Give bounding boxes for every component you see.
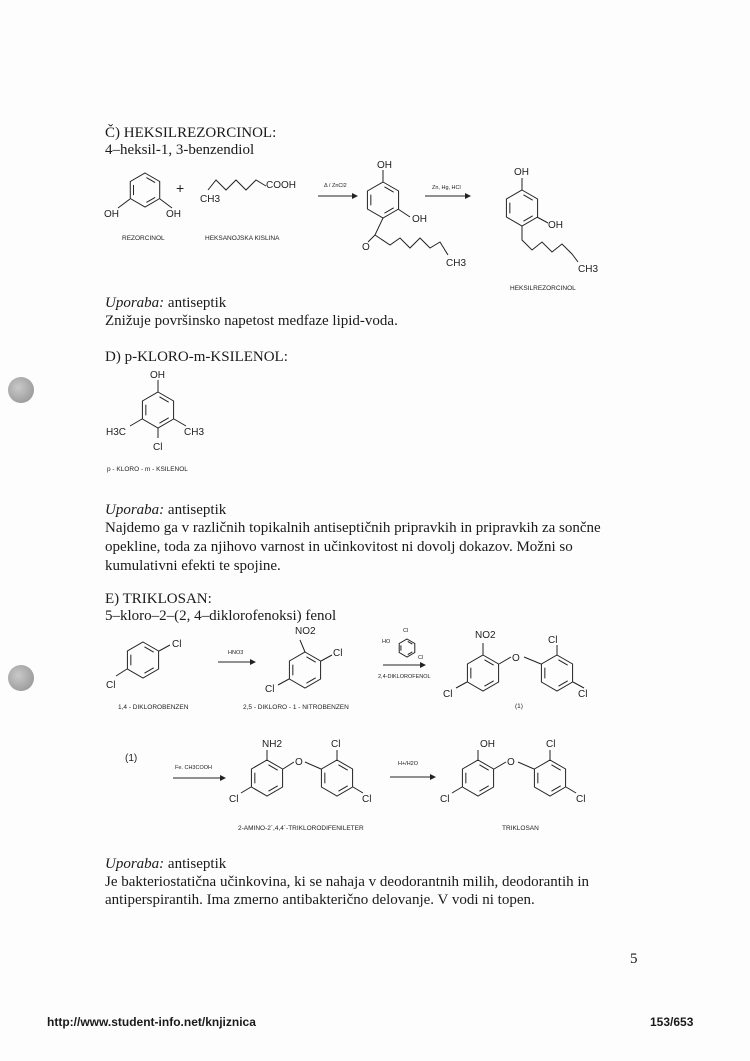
compound-label: (1) <box>515 703 523 710</box>
nitrobenzene-structure <box>243 626 349 711</box>
cl-label: Cl <box>576 794 586 805</box>
hexanoic-acid-structure <box>200 180 296 242</box>
benzene-ring <box>127 642 158 678</box>
product-label: HEKSILREZORCINOL <box>510 285 576 292</box>
benzene-ring <box>467 655 498 691</box>
intermediate-structure <box>362 160 466 269</box>
cl-label: Cl <box>331 739 341 750</box>
cl-label: Cl <box>362 794 372 805</box>
section-d-title: D) p-KLORO-m-KSILENOL: <box>105 349 288 365</box>
reactant-label: REZORCINOL <box>122 235 165 242</box>
cl-label: Cl <box>546 739 556 750</box>
ch3-label: CH3 <box>200 194 221 205</box>
cl-label: Cl <box>106 680 116 691</box>
cl-label: Cl <box>153 442 163 453</box>
use-value: antiseptik <box>167 295 227 311</box>
cl-label: Cl <box>333 648 343 659</box>
intermediate-1-structure <box>443 630 587 710</box>
section-c-description: Znižuje površinsko napetost medfaze lipid-voda. <box>105 313 398 329</box>
benzene-ring <box>289 652 320 688</box>
compound-label: p - KLORO - m - KSILENOL <box>107 466 188 473</box>
use-label: Uporaba: <box>105 502 165 518</box>
pcmx-structure <box>106 370 204 473</box>
o-label: O <box>295 757 303 768</box>
compound-label: 2,5 - DIKLORO - 1 - NITROBENZEN <box>243 704 349 711</box>
reagent-label: 2,4-DIKLOROFENOL <box>378 674 431 680</box>
cl-label: Cl <box>548 635 558 646</box>
footer-url[interactable]: http://www.student-info.net/knjiznica <box>47 1015 256 1029</box>
section-c-subtitle: 4–heksil-1, 3-benzendiol <box>105 142 255 158</box>
benzene-ring <box>399 639 415 657</box>
o-label: O <box>512 653 520 664</box>
section-e-title: E) TRIKLOSAN: <box>105 591 212 607</box>
benzene-ring <box>130 173 159 207</box>
cl-label: Cl <box>578 689 588 700</box>
cl-label: Cl <box>440 794 450 805</box>
cl-label: Cl <box>172 639 182 650</box>
cl-label: Cl <box>265 684 275 695</box>
oh-label: OH <box>104 209 119 220</box>
reagent-label: Zn, Hg, HCl <box>432 185 461 191</box>
use-value: antiseptik <box>167 502 227 518</box>
compound-label: 1,4 - DIKLOROBENZEN <box>118 704 189 711</box>
benzene-ring <box>321 760 352 796</box>
use-label: Uporaba: <box>105 856 165 872</box>
use-value: antiseptik <box>167 856 227 872</box>
section-d-line: opekline, toda za njihovo varnost in učinkovitost ni dovolj dokazov. Možni so <box>105 539 573 555</box>
reagent-label: Fe. CH3COOH <box>175 765 212 771</box>
compound-label: TRIKLOSAN <box>502 825 539 832</box>
benzene-ring <box>142 392 173 428</box>
reagent-label: H+/H2O <box>398 761 419 767</box>
section-e-line: Je bakteriostatična učinkovina, ki se nahaja v deodorantnih milih, deodorantih in <box>105 874 590 890</box>
dichlorobenzene-structure <box>106 639 189 711</box>
nh2-label: NH2 <box>262 739 283 750</box>
oh-label: OH <box>514 167 529 178</box>
ho-label: HO <box>382 639 391 645</box>
hexylresorcinol-structure <box>506 167 598 292</box>
triclosan-structure <box>440 739 585 832</box>
no2-label: NO2 <box>475 630 496 641</box>
cooh-label: COOH <box>266 180 296 191</box>
cl-label: Cl <box>229 794 239 805</box>
oh-label: OH <box>150 370 165 381</box>
cl-label: Cl <box>443 689 453 700</box>
oh-label: OH <box>480 739 495 750</box>
benzene-ring <box>506 190 537 226</box>
benzene-ring <box>534 760 565 796</box>
oh-label: OH <box>377 160 392 171</box>
plus-sign: + <box>176 180 185 196</box>
resorcinol-structure <box>104 173 181 242</box>
reference-label: (1) <box>125 753 138 764</box>
benzene-ring <box>541 655 572 691</box>
o-label: O <box>507 757 515 768</box>
section-e-subtitle: 5–kloro–2–(2, 4–diklorofenoksi) fenol <box>105 608 337 624</box>
ch3-label: CH3 <box>184 427 205 438</box>
page-number: 5 <box>630 951 638 967</box>
ch3-label: CH3 <box>446 258 467 269</box>
o-label: O <box>362 242 370 253</box>
compound-label: 2-AMINO-2´,4,4´-TRIKLORODIFENILETER <box>238 825 364 832</box>
benzene-ring <box>462 760 493 796</box>
section-c-title: Č) HEKSILREZORCINOL: <box>105 125 277 141</box>
reagent-label: Δ / ZnCl2 <box>324 183 347 189</box>
use-label: Uporaba: <box>105 295 165 311</box>
h3c-label: H3C <box>106 427 127 438</box>
reactant-label: HEKSANOJSKA KISLINA <box>205 235 280 242</box>
reagent-label: HNO3 <box>228 650 244 656</box>
oh-label: OH <box>166 209 181 220</box>
footer-page-count: 153/653 <box>650 1015 694 1029</box>
benzene-ring <box>251 760 282 796</box>
no2-label: NO2 <box>295 626 316 637</box>
cl-label: Cl <box>403 628 409 634</box>
benzene-ring <box>367 182 398 218</box>
section-d-line: Najdemo ga v različnih topikalnih antiseptičnih pripravkih in pripravkih za sončne <box>105 520 601 536</box>
oh-label: OH <box>412 214 427 225</box>
section-d-line: kumulativni efekti te spojine. <box>105 558 281 574</box>
cl-label: Cl <box>418 655 424 661</box>
section-e-line: antiperspirantih. Ima zmerno antibakterično delovanje. V vodi ni topen. <box>105 892 535 908</box>
ch3-label: CH3 <box>578 264 599 275</box>
oh-label: OH <box>548 220 563 231</box>
dichlorophenol-structure <box>382 628 423 661</box>
amino-ether-structure <box>229 739 371 832</box>
